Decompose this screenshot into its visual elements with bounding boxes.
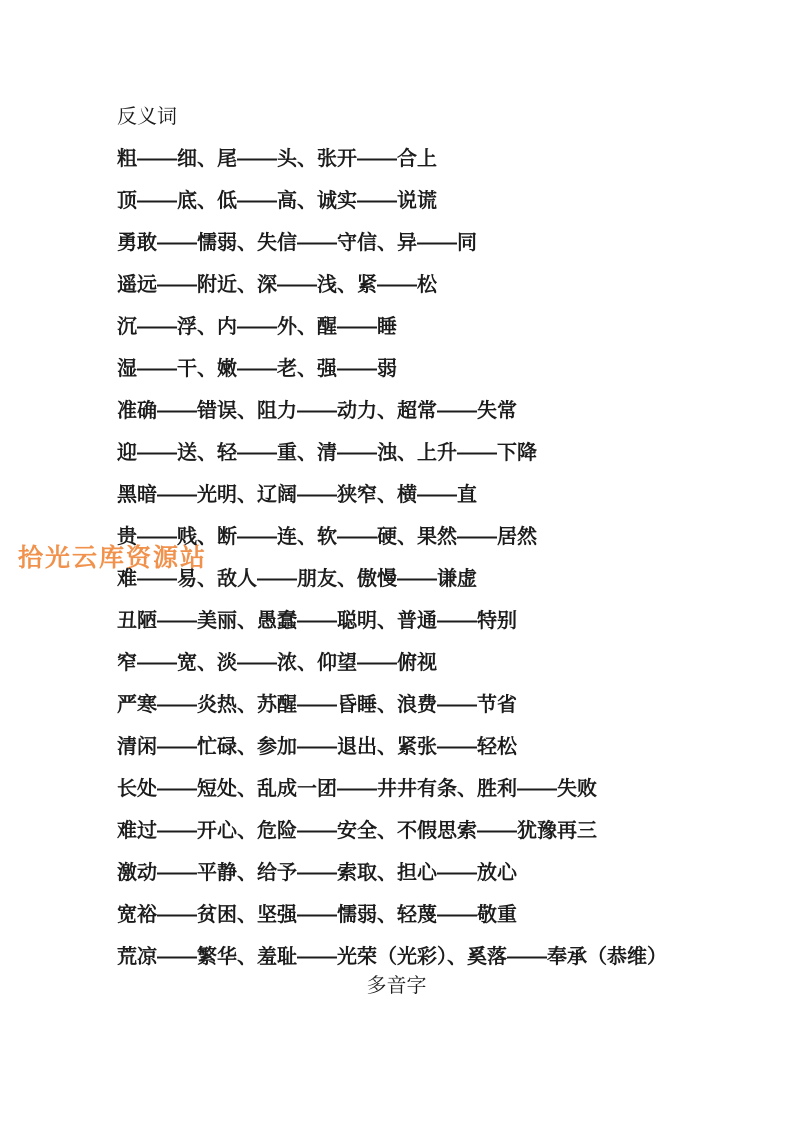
section-title-polyphonic-characters: 多音字 bbox=[366, 975, 427, 997]
antonym-line: 难——易、敌人——朋友、傲慢——谦虚 bbox=[117, 568, 477, 590]
antonym-line: 丑陋——美丽、愚蠢——聪明、普通——特别 bbox=[117, 610, 517, 632]
antonym-line: 宽裕——贫困、坚强——懦弱、轻蔑——敬重 bbox=[117, 904, 517, 926]
antonym-line: 勇敢——懦弱、失信——守信、异——同 bbox=[117, 232, 477, 254]
site-watermark: 拾光云库资源站 bbox=[18, 544, 208, 572]
antonym-line: 荒凉——繁华、羞耻——光荣（光彩）、奚落——奉承（恭维） bbox=[117, 946, 667, 968]
antonym-line: 湿——干、嫩——老、强——弱 bbox=[117, 358, 397, 380]
antonym-line: 难过——开心、危险——安全、不假思索——犹豫再三 bbox=[117, 820, 597, 842]
antonym-line: 清闲——忙碌、参加——退出、紧张——轻松 bbox=[117, 736, 517, 758]
antonym-line: 粗——细、尾——头、张开——合上 bbox=[117, 148, 437, 170]
antonym-line: 迎——送、轻——重、清——浊、上升——下降 bbox=[117, 442, 537, 464]
antonym-line: 长处——短处、乱成一团——井井有条、胜利——失败 bbox=[117, 778, 597, 800]
antonym-line: 激动——平静、给予——索取、担心——放心 bbox=[117, 862, 517, 884]
antonym-line: 严寒——炎热、苏醒——昏睡、浪费——节省 bbox=[117, 694, 517, 716]
document-content bbox=[117, 105, 667, 987]
antonym-list bbox=[117, 147, 667, 987]
antonym-line: 窄——宽、淡——浓、仰望——俯视 bbox=[117, 652, 437, 674]
antonym-line: 黑暗——光明、辽阔——狭窄、横——直 bbox=[117, 484, 477, 506]
antonym-line: 贵——贱、断——连、软——硬、果然——居然 bbox=[117, 526, 537, 548]
antonym-line: 顶——底、低——高、诚实——说谎 bbox=[117, 190, 437, 212]
section-title-antonyms: 反义词 bbox=[117, 106, 177, 128]
antonym-line: 遥远——附近、深——浅、紧——松 bbox=[117, 274, 437, 296]
antonym-line: 准确——错误、阻力——动力、超常——失常 bbox=[117, 400, 517, 422]
antonym-line: 沉——浮、内——外、醒——睡 bbox=[117, 316, 397, 338]
